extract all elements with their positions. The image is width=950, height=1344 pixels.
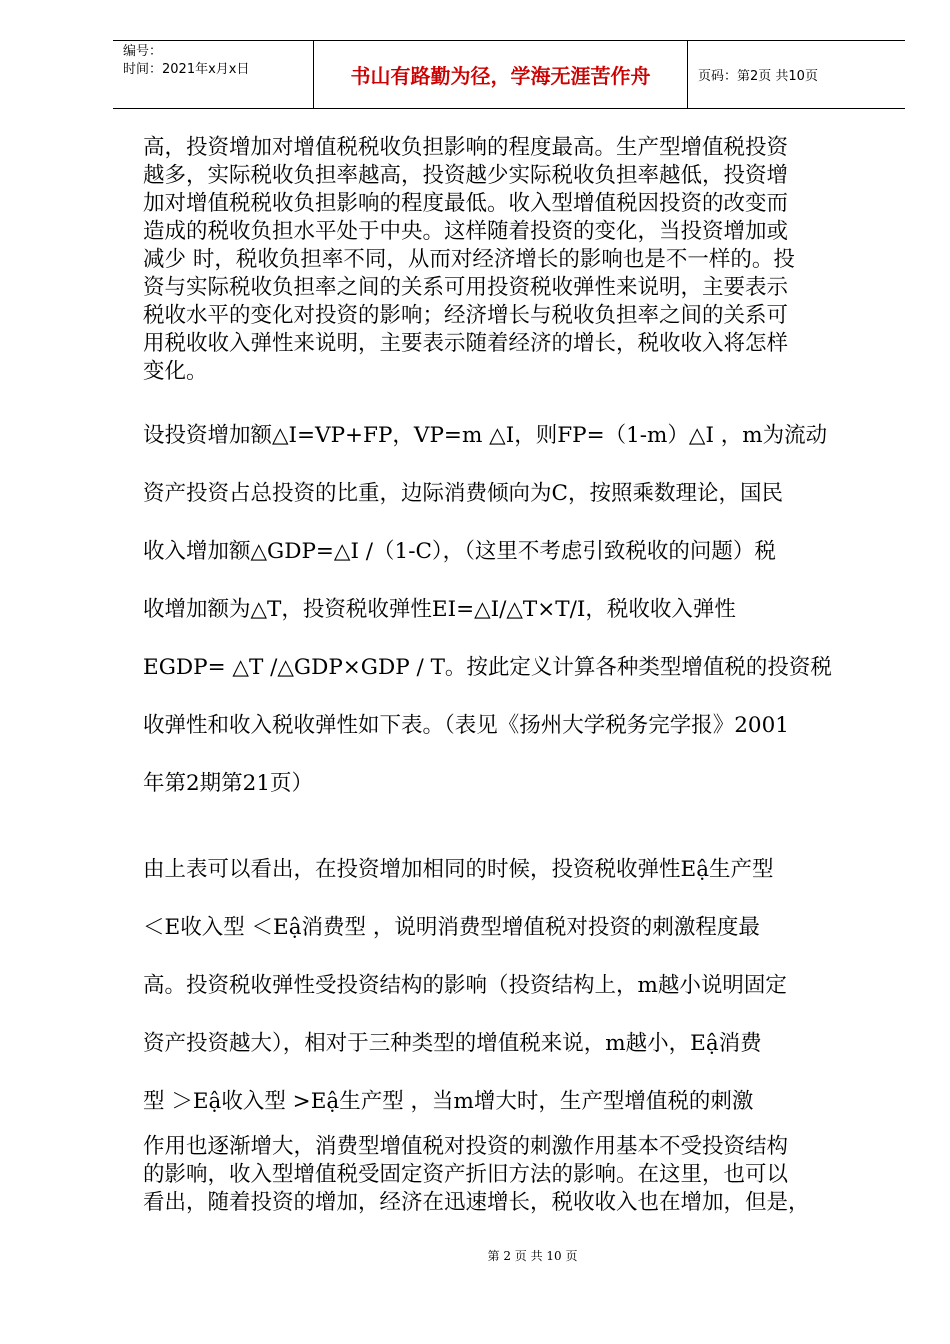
footer-page-number: 第 2 页 共 10 页 [487,1249,578,1263]
text-line: 资产投资占总投资的比重，边际消费倾向为C，按照乘数理论，国民 [143,481,783,506]
text-line: 减少 时，税收负担率不同，从而对经济增长的影响也是不一样的。投 [143,247,795,272]
text-line: 资与实际税收负担率之间的关系可用投资税收弹性来说明，主要表示 [143,275,789,300]
header-motto-cell [314,41,688,108]
text-line: 加对增值税税收负担影响的程度最低。收入型增值税因投资的改变而 [143,191,789,216]
text-line: 收增加额为△T，投资税收弹性EI=△I/△T×T/I，税收收入弹性 [143,597,736,622]
text-line: 高，投资增加对增值税税收负担影响的程度最高。生产型增值税投资 [143,135,789,160]
motto-text: 书山有路勤为径，学海无涯苦作舟 [350,64,651,88]
text-line: 收弹性和收入税收弹性如下表。（表见《扬州大学税务完学报》2001 [143,713,789,738]
text-line: 资产投资越大），相对于三种类型的增值税来说，m越小，Eậ消费 [143,1031,762,1056]
header-page-cell [688,41,905,108]
text-line: 高。投资税收弹性受投资结构的影响（投资结构上，m越小说明固定 [143,973,787,998]
text-line: 型 ＞Eậ收入型 >Eậ生产型 ，当m增大时，生产型增值税的刺激 [143,1089,754,1114]
paragraph-3-wide [143,841,883,1131]
serial-label: 编号： [123,44,163,59]
document-body [143,134,883,1217]
text-line: 年第2期第21页） [143,771,314,796]
text-line: 由上表可以看出，在投资增加相同的时候，投资税收弹性Eậ生产型 [143,857,774,882]
page-footer [0,1247,950,1264]
text-line: 收入增加额△GDP=△I /（1-C），（这里不考虑引致税收的问题）税 [143,539,776,564]
text-line: 越多，实际税收负担率越高，投资越少实际税收负担率越低，投资增 [143,163,789,188]
text-line: 看出，随着投资的增加，经济在迅速增长，税收收入也在增加，但是， [143,1190,810,1215]
text-line: EGDP= △T /△GDP×GDP / T。按此定义计算各种类型增值税的投资税 [143,655,832,680]
paragraph-1 [143,134,883,386]
text-line: ＜E收入型 ＜Eậ消费型 ，说明消费型增值税对投资的刺激程度最 [143,915,760,940]
page-label: 页码：第2页 共10页 [698,69,818,84]
text-line: 造成的税收负担水平处于中央。这样随着投资的变化，当投资增加或 [143,219,789,244]
header-table [113,40,905,109]
paragraph-2 [143,407,883,813]
text-line: 的影响，收入型增值税受固定资产折旧方法的影响。在这里，也可以 [143,1162,789,1187]
text-line: 作用也逐渐增大，消费型增值税对投资的刺激作用基本不受投资结构 [143,1134,789,1159]
text-line: 税收水平的变化对投资的影响；经济增长与税收负担率之间的关系可 [143,303,789,328]
text-line: 变化。 [143,359,208,384]
header-meta-cell [113,41,314,108]
time-label: 时间：2021年x月x日 [123,62,250,77]
text-line: 设投资增加额△I=VP+FP，VP=m △I，则FP=（1-m）△I ，m为流动 [143,423,828,448]
text-line: 用税收收入弹性来说明，主要表示随着经济的增长，税收收入将怎样 [143,331,789,356]
paragraph-3-tight [143,1133,883,1217]
